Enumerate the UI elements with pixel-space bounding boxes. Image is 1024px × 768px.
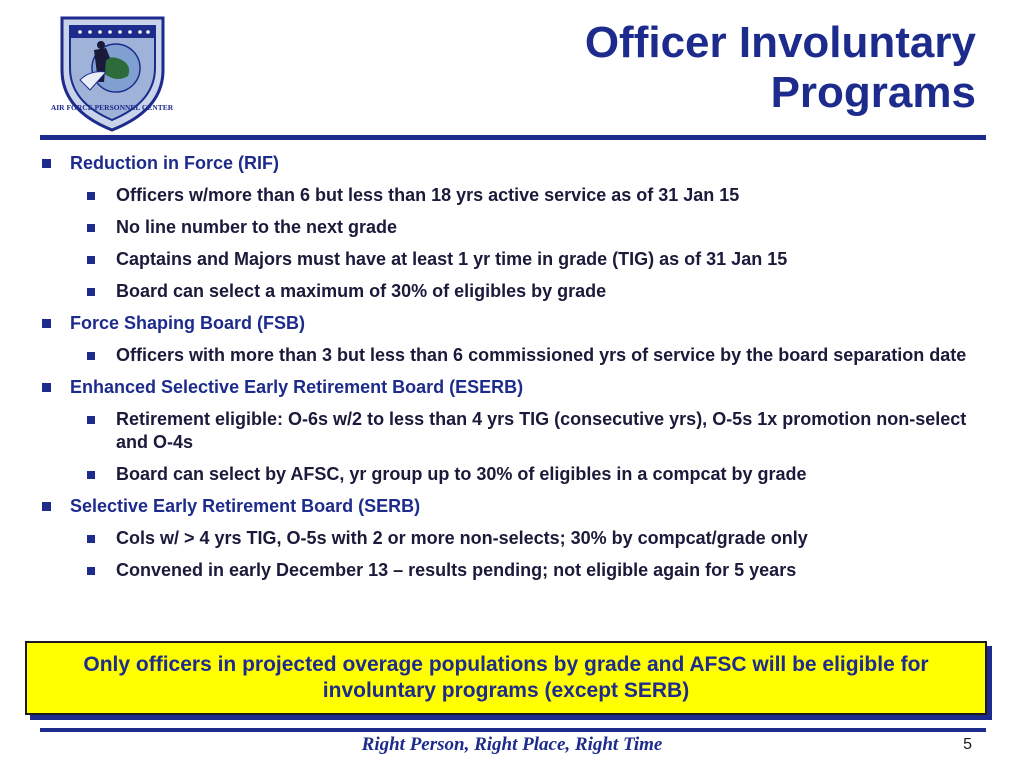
bullet-fsb: Force Shaping Board (FSB) <box>40 312 1000 334</box>
slide-title <box>356 18 976 118</box>
square-bullet-icon <box>87 471 95 479</box>
footer-divider <box>40 728 986 732</box>
sub-bullet: Cols w/ > 4 yrs TIG, O-5s with 2 or more non-selects; 30% by compcat/grade only <box>40 527 1000 550</box>
square-bullet-icon <box>87 224 95 232</box>
bullet-list <box>40 152 1000 591</box>
square-bullet-icon <box>87 256 95 264</box>
sub-bullet: Convened in early December 13 – results pending; not eligible again for 5 years <box>40 559 1000 582</box>
afpc-seal-logo <box>50 10 175 135</box>
square-bullet-icon <box>87 567 95 575</box>
page-number: 5 <box>963 736 972 753</box>
square-bullet-icon <box>87 192 95 200</box>
sub-bullet: Board can select a maximum of 30% of eligibles by grade <box>40 280 1000 303</box>
svg-text:AIR FORCE PERSONNEL CENTER: AIR FORCE PERSONNEL CENTER <box>50 103 174 112</box>
sub-bullet: Officers w/more than 6 but less than 18 yrs active service as of 31 Jan 15 <box>40 184 1000 207</box>
title-line-1: Officer Involuntary <box>584 18 976 67</box>
square-bullet-icon <box>87 535 95 543</box>
header-divider <box>40 135 986 140</box>
title-line-2: Programs <box>770 68 976 117</box>
bullet-eserb: Enhanced Selective Early Retirement Board (ESERB) <box>40 376 1000 398</box>
callout-box <box>25 641 987 715</box>
bullet-rif: Reduction in Force (RIF) <box>40 152 1000 174</box>
bullet-serb: Selective Early Retirement Board (SERB) <box>40 495 1000 517</box>
sub-bullet: Captains and Majors must have at least 1 yr time in grade (TIG) as of 31 Jan 15 <box>40 248 1000 271</box>
sub-bullet: Board can select by AFSC, yr group up to 30% of eligibles in a compcat by grade <box>40 463 1000 486</box>
square-bullet-icon <box>87 352 95 360</box>
callout-text: Only officers in projected overage populations by grade and AFSC will be eligible for involuntary programs (except SERB) <box>83 653 929 702</box>
square-bullet-icon <box>42 502 51 511</box>
square-bullet-icon <box>42 159 51 168</box>
square-bullet-icon <box>42 319 51 328</box>
footer-tagline: Right Person, Right Place, Right Time <box>361 734 663 755</box>
sub-bullet: Officers with more than 3 but less than 6 commissioned yrs of service by the board separation date <box>40 344 976 367</box>
seal-text <box>51 103 174 112</box>
square-bullet-icon <box>87 288 95 296</box>
sub-bullet: Retirement eligible: O-6s w/2 to less than 4 yrs TIG (consecutive yrs), O-5s 1x promotion non-select and O-4s <box>40 408 976 454</box>
square-bullet-icon <box>42 383 51 392</box>
square-bullet-icon <box>87 416 95 424</box>
sub-bullet: No line number to the next grade <box>40 216 1000 239</box>
